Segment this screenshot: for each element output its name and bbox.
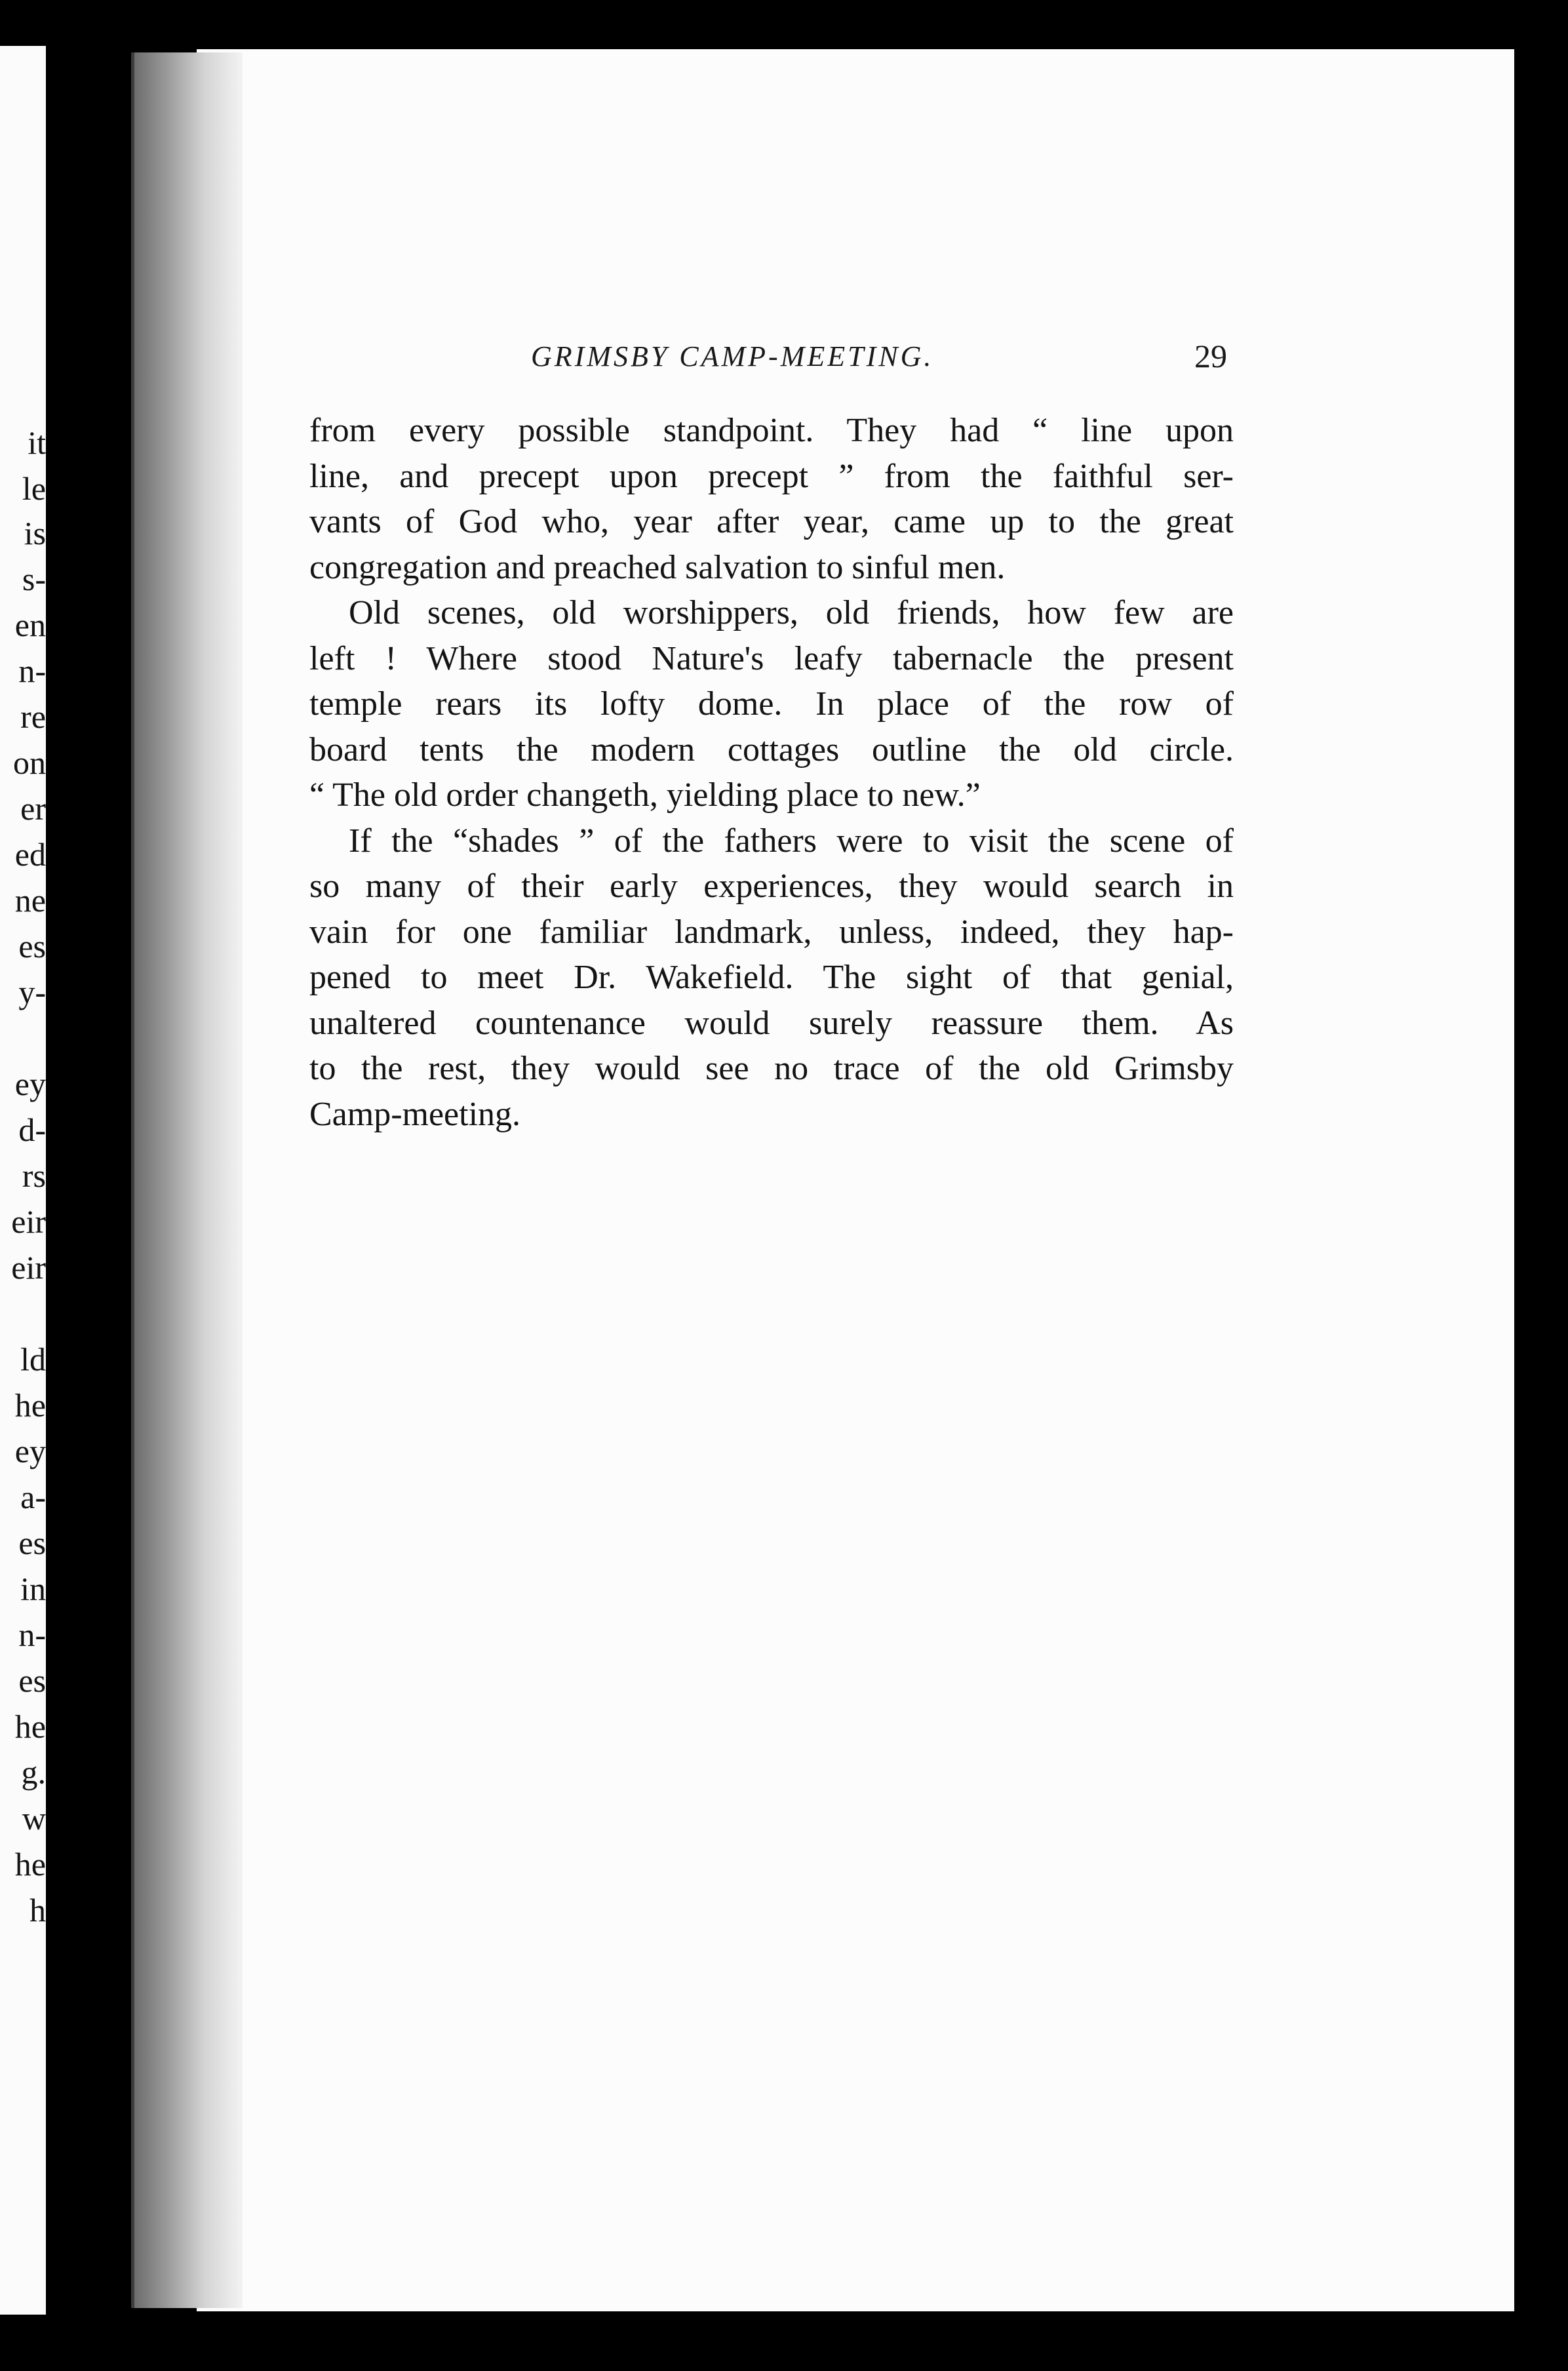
left-fragment-text: eir [11, 1203, 46, 1240]
left-fragment-text: he [14, 1708, 46, 1745]
text-line: to the rest, they would see no trace of the old Grimsby [309, 1050, 1234, 1087]
left-fragment-text: ld [20, 1341, 46, 1378]
text-line: “ The old order changeth, yielding place to new.” [309, 776, 981, 814]
text-line: left ! Where stood Nature's leafy tabernacle the present [309, 639, 1234, 677]
text-line: from every possible standpoint. They had “ line upon [309, 412, 1234, 449]
left-fragment-text: le [22, 470, 46, 507]
text-line: temple rears its lofty dome. In place of the row of [309, 685, 1234, 723]
left-fragment-text: he [14, 1387, 46, 1424]
left-fragment-text: n- [18, 652, 46, 689]
text-line: Old scenes, old worshippers, old friends, how few are [349, 594, 1234, 631]
page-gutter-shadow [134, 52, 243, 2308]
running-head [308, 340, 1234, 379]
page-number: 29 [1194, 338, 1227, 374]
text-line: vain for one familiar landmark, unless, indeed, they hap- [309, 913, 1234, 951]
running-head-title: GRIMSBY CAMP-MEETING. [531, 340, 934, 372]
left-fragment-text: y- [18, 974, 46, 1010]
left-fragment-text: rs [22, 1157, 46, 1194]
left-fragment-text: ne [14, 882, 46, 919]
left-fragment-text: h [29, 1892, 46, 1928]
text-line: so many of their early experiences, they would search in [309, 867, 1234, 905]
left-fragment-text: es [18, 1524, 46, 1561]
left-fragment-text: ey [14, 1433, 46, 1469]
left-fragment-text: he [14, 1846, 46, 1883]
left-fragment-text: in [20, 1570, 46, 1607]
paragraph [309, 408, 1234, 590]
left-fragment-text: a- [20, 1479, 46, 1515]
left-fragment-text: w [22, 1800, 46, 1837]
text-line: congregation and preached salvation to sinful men. [309, 548, 1006, 586]
left-fragment-text: er [20, 790, 46, 827]
left-fragment-text: es [18, 1662, 46, 1699]
left-fragment-text: es [18, 928, 46, 965]
left-fragment-text: it [28, 424, 46, 461]
left-fragment-text: re [20, 698, 46, 735]
text-line: unaltered countenance would surely reassure them. As [309, 1004, 1234, 1042]
text-line: board tents the modern cottages outline the old circle. [309, 730, 1234, 768]
left-fragment-text: ed [14, 836, 46, 873]
text-line: vants of God who, year after year, came up to the great [309, 503, 1234, 540]
left-fragment-text: g. [21, 1754, 46, 1791]
left-fragment-text: d- [18, 1111, 46, 1148]
text-line: If the “shades ” of the fathers were to visit the scene of [349, 822, 1234, 860]
text-line: Camp-meeting. [309, 1095, 521, 1133]
page-body [309, 408, 1234, 1137]
left-fragment-text: ey [14, 1066, 46, 1102]
text-line: line, and precept upon precept ” from the faithful ser- [309, 457, 1234, 495]
paragraph [309, 818, 1234, 1138]
left-fragment-text: on [13, 744, 46, 781]
left-fragment-text: s- [22, 561, 46, 597]
left-fragment-text: n- [18, 1616, 46, 1653]
paragraph [309, 590, 1234, 818]
left-fragment-text: en [14, 607, 46, 643]
left-fragment-text: is [24, 515, 46, 551]
book-page [197, 49, 1514, 2311]
text-line: pened to meet Dr. Wakefield. The sight of that genial, [309, 959, 1234, 996]
left-fragment-text: eir [11, 1249, 46, 1286]
previous-page-fragment [0, 46, 46, 2315]
